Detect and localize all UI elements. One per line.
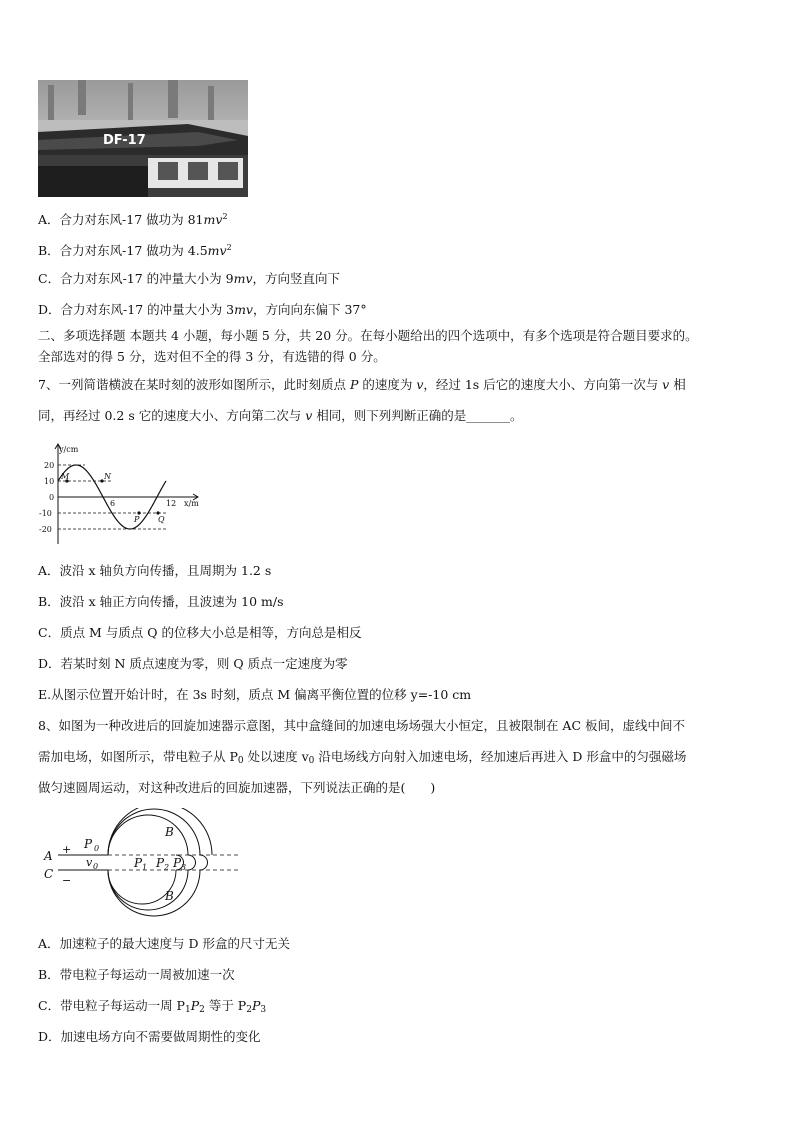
orbit-top-3 [108, 808, 212, 855]
q8-option-c [38, 998, 266, 1018]
q6-option-a-var: mv [203, 212, 223, 227]
label-plus: + [62, 843, 72, 856]
q7-stem-line2 [38, 408, 523, 424]
y-axis-label: y/cm [59, 445, 79, 454]
gap-arc-3 [200, 855, 208, 870]
q7-stem-1b: 的速度为 [358, 377, 417, 392]
q6-option-d-post: ，方向向东偏下 37° [252, 302, 367, 317]
q6-option-b [38, 240, 232, 259]
ytick-0: 0 [49, 493, 55, 502]
q7-stem-1c: ，经过 1s 后它的速度大小、方向第一次与 [423, 377, 663, 392]
q8-stem-sub-v0: 0 [308, 756, 315, 766]
label-v0: v [86, 856, 93, 869]
q6-option-b-text: B．合力对东风-17 做功为 4.5 [38, 243, 208, 258]
q6-option-c-text: C．合力对东风-17 的冲量大小为 9 [38, 271, 234, 286]
q8-option-c-sub3: 2 [246, 1005, 252, 1015]
label-minus: − [62, 874, 72, 887]
q6-option-a-sup: 2 [222, 212, 228, 221]
q7-stem-1a: 7、一列简谐横波在某时刻的波形如图所示，此时刻质点 [38, 377, 350, 392]
q6-option-d-var: mv [234, 302, 253, 317]
xtick-6: 6 [110, 499, 116, 508]
ytick-neg10: -10 [39, 509, 52, 518]
q8-stem-line1: 8、如图为一种改进后的回旋加速器示意图，其中盒缝间的加速电场场强大小恒定，且被限制在 AC 板间，虚线中间不 [38, 718, 685, 733]
label-p3-sub: 3 [181, 863, 187, 872]
label-p2: P [156, 856, 165, 870]
q8-option-a: A．加速粒子的最大速度与 D 形盒的尺寸无关 [38, 936, 290, 951]
q6-option-b-var: mv [207, 243, 227, 258]
ytick-20: 20 [44, 461, 55, 470]
label-b-top: B [165, 825, 174, 839]
ytick-neg20: -20 [39, 525, 52, 534]
q6-option-b-sup: 2 [226, 243, 232, 252]
q8-stem-2b: 处以速度 v [243, 749, 309, 764]
q6-option-c-post: ，方向竖直向下 [252, 271, 341, 286]
q6-option-a [38, 209, 228, 228]
q6-option-d [38, 302, 367, 318]
point-n-label: N [104, 472, 111, 481]
label-a: A [44, 849, 53, 863]
section2-line1: 二、多项选择题 本题共 4 小题，每小题 5 分，共 20 分。在每小题给出的四个选项中，有多个选项是符合题目要求的。 [38, 328, 698, 343]
q7-stem-v2: v [662, 377, 670, 392]
q8-stem-line3: 做匀速圆周运动，对这种改进后的回旋加速器，下列说法正确的是( ) [38, 780, 436, 795]
q8-stem-sub-p0: 0 [237, 756, 244, 766]
q8-option-c-p3: P [251, 998, 261, 1013]
label-p1: P [134, 856, 143, 870]
q7-option-b: B．波沿 x 轴正方向传播，且波速为 10 m/s [38, 594, 284, 609]
point-q-label: Q [158, 515, 165, 524]
q7-stem-v3: v [305, 408, 313, 423]
label-p0-sub: 0 [94, 844, 100, 853]
q6-option-c-var: mv [233, 271, 253, 286]
label-p1-sub: 1 [142, 863, 148, 872]
q8-stem-2c: 沿电场线方向射入加速电场，经加速后再进入 D 形盒中的匀强磁场 [314, 749, 687, 764]
q7-stem-v1: v [416, 377, 424, 392]
q8-option-c-mid: 等于 P [204, 998, 247, 1013]
label-p2-sub: 2 [164, 863, 170, 872]
q8-stem-2a: 需加电场，如图所示，带电粒子从 P [38, 749, 238, 764]
q8-cyclotron-diagram [38, 808, 248, 928]
df17-label: DF-17 [103, 133, 146, 148]
label-v0-sub: 0 [93, 862, 99, 871]
point-m-label: M [61, 472, 70, 481]
q7-option-a: A．波沿 x 轴负方向传播，且周期为 1.2 s [38, 563, 272, 578]
q8-option-d: D．加速电场方向不需要做周期性的变化 [38, 1029, 261, 1044]
section2-line2: 全部选对的得 5 分，选对但不全的得 3 分，有选错的得 0 分。 [38, 349, 386, 364]
q7-stem-line1 [38, 377, 686, 393]
q8-option-b: B．带电粒子每运动一周被加速一次 [38, 967, 235, 982]
q6-option-a-text: A．合力对东风-17 做功为 81 [38, 212, 204, 227]
xtick-12: 12 [166, 499, 177, 508]
q6-option-c [38, 271, 340, 287]
q7-option-e: E.从图示位置开始计时，在 3s 时刻，质点 M 偏离平衡位置的位移 y=-10 cm [38, 687, 472, 702]
q7-stem-1d: 相 [669, 377, 686, 392]
x-axis-label: x/m [184, 499, 199, 508]
point-p-label: P [134, 515, 140, 524]
gap-arc-2 [188, 855, 196, 870]
df17-photo [38, 80, 248, 197]
q8-option-c-sub4: 3 [260, 1005, 267, 1015]
label-p0: P [84, 837, 93, 851]
label-p3: P [173, 856, 182, 870]
q8-stem-line2 [38, 749, 686, 769]
label-b-bottom: B [165, 889, 174, 903]
q7-option-c: C．质点 M 与质点 Q 的位移大小总是相等，方向总是相反 [38, 625, 362, 640]
q6-option-d-text: D．合力对东风-17 的冲量大小为 3 [38, 302, 235, 317]
q8-option-c-sub1: 1 [184, 1005, 191, 1015]
q7-option-d: D．若某时刻 N 质点速度为零，则 Q 质点一定速度为零 [38, 656, 348, 671]
q8-option-c-sub2: 2 [199, 1005, 205, 1015]
q8-option-c-pre: C．带电粒子每运动一周 P [38, 998, 185, 1013]
q7-stem-p: P [349, 377, 359, 392]
q7-stem-2a: 同，再经过 0.2 s 它的速度大小、方向第二次与 [38, 408, 306, 423]
q7-wave-graph [38, 442, 208, 547]
q7-stem-2b: 相同，则下列判断正确的是_______。 [312, 408, 523, 423]
q8-option-c-p2: P [190, 998, 200, 1013]
label-c: C [44, 867, 54, 881]
ytick-10: 10 [44, 477, 55, 486]
